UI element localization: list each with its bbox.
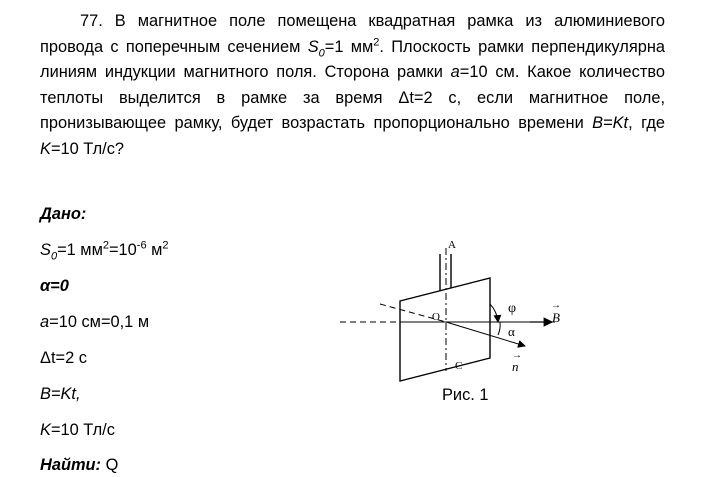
label-b-vec: → (551, 300, 561, 311)
given-dt: Δt=2 с (40, 349, 87, 367)
given-alpha: α=0 (40, 277, 69, 295)
label-o: O (432, 311, 440, 323)
given-k: K=10 Тл/с (40, 421, 115, 439)
label-c: C (455, 360, 463, 372)
problem-text: 77. В магнитное поле помещена квадратная рамка из алюминиевого провода с поперечным сечением $S_0=1$ $мм^2$. Плоскость рамки перпендикулярна линиям индукции магнитного поля. Сторона рамки a=10 см. Какое количество теплоты выделится в рамке за время Δt=2 с, если магнитное поле, пронизывающее рамку, будет возрастать пропорционально времени B=Kt, где K=10 Тл/с? (40, 12, 665, 158)
given-side: a=10 см=0,1 м (40, 313, 150, 331)
label-alpha: α (508, 324, 515, 339)
label-b: B (552, 310, 560, 325)
label-a: A (448, 239, 456, 251)
given-s0: $S_0=1$ $мм^2=10^{-6}$ $м^2$ (40, 239, 169, 263)
given-title: Дано: (40, 205, 87, 223)
figure-caption: Рис. 1 (442, 386, 489, 404)
frame-plane (400, 278, 490, 381)
given-find: Найти: Q (40, 456, 119, 474)
alpha-arc (498, 322, 500, 335)
label-phi: φ (508, 301, 517, 316)
label-n: n (512, 359, 519, 374)
label-n-vec: → (512, 350, 522, 361)
phi-arc (490, 304, 498, 322)
problem-number: 77. (80, 12, 103, 30)
frame-figure (340, 236, 580, 386)
given-b: B=Kt, (40, 385, 81, 403)
